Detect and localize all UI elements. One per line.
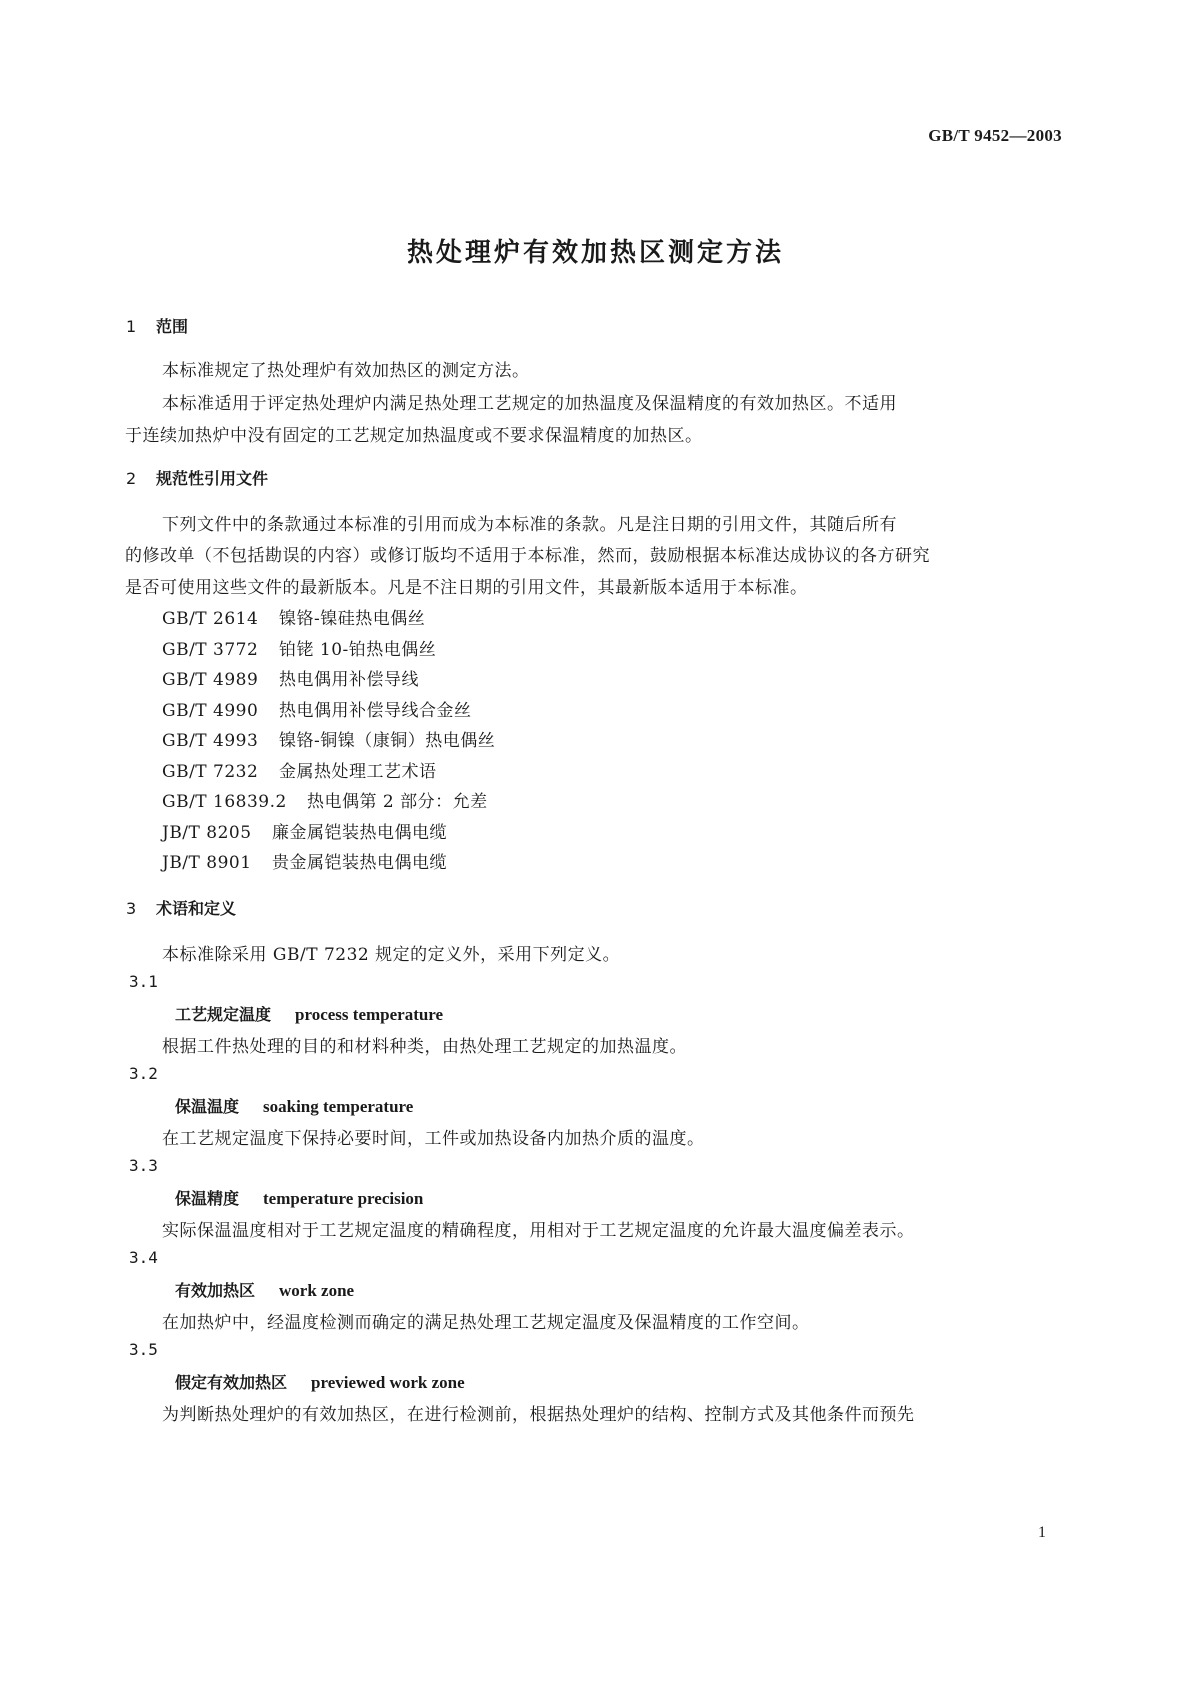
section-1-heading	[126, 314, 188, 337]
term-heading	[175, 1094, 413, 1117]
term-heading	[175, 1186, 423, 1209]
paragraph: 下列文件中的条款通过本标准的引用而成为本标准的条款。凡是注日期的引用文件，其随后所有	[162, 515, 897, 535]
term-definition: 在加热炉中，经温度检测而确定的满足热处理工艺规定温度及保温精度的工作空间。	[162, 1313, 810, 1333]
term-number: 3.4	[129, 1248, 158, 1267]
section-title: 范围	[156, 317, 189, 336]
paragraph: 本标准除采用 GB/T 7232 规定的定义外，采用下列定义。	[162, 945, 621, 965]
term-heading	[175, 1278, 354, 1301]
term-en: work zone	[279, 1281, 355, 1300]
term-en: process temperature	[295, 1005, 444, 1024]
section-number: 2	[126, 469, 137, 488]
term-number: 3.2	[129, 1064, 158, 1083]
term-zh: 保温温度	[175, 1097, 240, 1116]
term-definition: 为判断热处理炉的有效加热区，在进行检测前，根据热处理炉的结构、控制方式及其他条件而预先	[162, 1405, 915, 1425]
reference-item	[162, 848, 447, 873]
page-number: 1	[1038, 1524, 1046, 1541]
term-number: 3.3	[129, 1156, 158, 1175]
section-title: 术语和定义	[156, 899, 237, 918]
term-heading	[175, 1370, 465, 1393]
reference-name: 热电偶第 2 部分：允差	[307, 792, 488, 812]
section-3-heading	[126, 896, 236, 919]
section-number: 1	[126, 317, 137, 336]
section-2-heading	[126, 466, 268, 489]
term-zh: 有效加热区	[175, 1281, 256, 1300]
standard-number: GB/T 9452—2003	[928, 126, 1062, 145]
term-zh: 工艺规定温度	[175, 1005, 272, 1024]
term-zh: 保温精度	[175, 1189, 240, 1208]
reference-item	[162, 787, 488, 812]
section-title: 规范性引用文件	[156, 469, 269, 488]
term-en: previewed work zone	[311, 1373, 465, 1392]
term-definition: 实际保温温度相对于工艺规定温度的精确程度，用相对于工艺规定温度的允许最大温度偏差表示。	[162, 1221, 915, 1241]
reference-code: GB/T 3772	[162, 640, 259, 660]
term-zh: 假定有效加热区	[175, 1373, 288, 1392]
term-en: soaking temperature	[263, 1097, 414, 1116]
term-heading	[175, 1002, 443, 1025]
reference-item	[162, 696, 472, 721]
reference-name: 贵金属铠装热电偶电缆	[272, 853, 447, 873]
reference-code: GB/T 16839.2	[162, 792, 287, 812]
paragraph: 本标准适用于评定热处理炉内满足热处理工艺规定的加热温度及保温精度的有效加热区。不适用	[162, 394, 897, 414]
reference-item	[162, 757, 437, 782]
term-en: temperature precision	[263, 1189, 424, 1208]
reference-item	[162, 665, 419, 690]
reference-name: 镍铬-镍硅热电偶丝	[279, 609, 426, 629]
reference-code: GB/T 4993	[162, 731, 259, 751]
reference-code: GB/T 2614	[162, 609, 259, 629]
reference-name: 热电偶用补偿导线	[279, 670, 419, 690]
reference-item	[162, 604, 425, 629]
reference-code: GB/T 4989	[162, 670, 259, 690]
paragraph: 是否可使用这些文件的最新版本。凡是不注日期的引用文件，其最新版本适用于本标准。	[125, 578, 808, 598]
reference-code: GB/T 4990	[162, 701, 259, 721]
term-number: 3.1	[129, 972, 158, 991]
term-number: 3.5	[129, 1340, 158, 1359]
term-definition: 根据工件热处理的目的和材料种类，由热处理工艺规定的加热温度。	[162, 1037, 687, 1057]
reference-code: JB/T 8205	[162, 823, 252, 843]
reference-name: 热电偶用补偿导线合金丝	[279, 701, 472, 721]
reference-name: 镍铬-铜镍（康铜）热电偶丝	[279, 731, 496, 751]
paragraph: 本标准规定了热处理炉有效加热区的测定方法。	[162, 361, 530, 381]
term-definition: 在工艺规定温度下保持必要时间，工件或加热设备内加热介质的温度。	[162, 1129, 705, 1149]
paragraph: 于连续加热炉中没有固定的工艺规定加热温度或不要求保温精度的加热区。	[125, 426, 703, 446]
reference-name: 金属热处理工艺术语	[279, 762, 437, 782]
reference-item	[162, 635, 436, 660]
reference-item	[162, 818, 447, 843]
paragraph: 的修改单（不包括勘误的内容）或修订版均不适用于本标准，然而，鼓励根据本标准达成协议的各方研究	[125, 546, 930, 566]
reference-code: GB/T 7232	[162, 762, 259, 782]
document-title: 热处理炉有效加热区测定方法	[406, 238, 784, 268]
reference-code: JB/T 8901	[162, 853, 252, 873]
section-number: 3	[126, 899, 137, 918]
reference-name: 铂铑 10-铂热电偶丝	[279, 640, 437, 660]
reference-item	[162, 726, 495, 751]
reference-name: 廉金属铠装热电偶电缆	[272, 823, 447, 843]
